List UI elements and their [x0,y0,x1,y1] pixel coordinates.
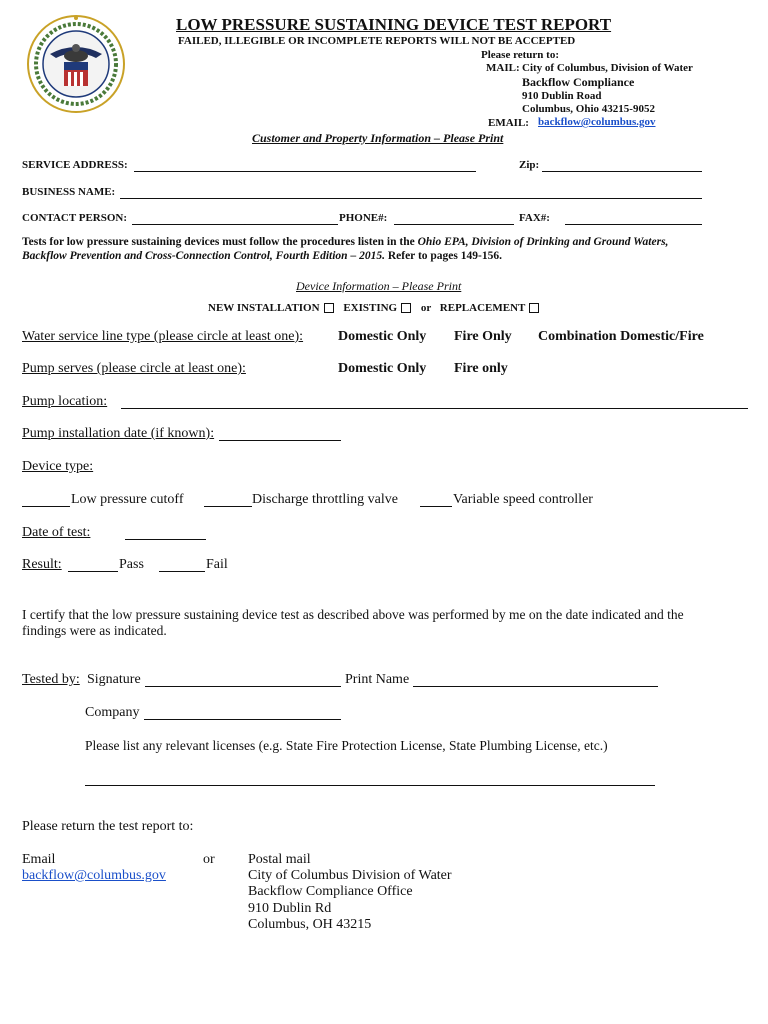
company-field[interactable] [144,719,341,720]
return-email-label: Email [22,852,56,867]
pump-location-field[interactable] [121,408,748,409]
low-pressure-cutoff-blank[interactable] [22,506,70,507]
date-of-test-label: Date of test: [22,525,91,540]
page-title: LOW PRESSURE SUSTAINING DEVICE TEST REPORT [176,15,612,34]
service-address-field[interactable] [134,171,476,172]
postal-line-4: Columbus, OH 43215 [248,917,372,932]
fail-label: Fail [206,557,228,572]
mail-line-1: City of Columbus, Division of Water [522,62,693,74]
certification-line-1: I certify that the low pressure sustaining device test as described above was performed by me on the date indicated and the [22,607,684,622]
city-seal-logo [26,12,126,116]
postal-line-2: Backflow Compliance Office [248,884,413,899]
discharge-throttling-blank[interactable] [204,506,252,507]
customer-section-title: Customer and Property Information – Please Print [252,131,504,145]
licenses-field[interactable] [85,785,655,786]
header-email-link[interactable]: backflow@columbus.gov [538,116,656,128]
zip-label: Zip: [519,159,540,171]
instructions-ref-2: Backflow Prevention and Cross-Connection Control, Fourth Edition – 2015. [22,250,385,262]
signature-label: Signature [87,672,141,687]
result-label: Result: [22,557,62,572]
certification-line-2: findings were as indicated. [22,623,167,638]
instructions-ref-1: Ohio EPA, Division of Drinking and Ground Waters, [417,236,669,248]
existing-checkbox[interactable] [401,303,411,313]
postal-label: Postal mail [248,852,311,867]
pump-serves-label: Pump serves (please circle at least one): [22,361,246,376]
print-name-field[interactable] [413,686,658,687]
return-email-link[interactable]: backflow@columbus.gov [22,868,166,883]
phone-field[interactable] [394,224,514,225]
water-option-combination[interactable]: Combination Domestic/Fire [538,329,704,344]
page-subtitle: FAILED, ILLEGIBLE OR INCOMPLETE REPORTS WILL NOT BE ACCEPTED [178,35,576,47]
instructions-pages: Refer to pages 149-156. [384,250,502,262]
fax-field[interactable] [565,224,702,225]
low-pressure-cutoff-label: Low pressure cutoff [71,492,184,507]
licenses-label: Please list any relevant licenses (e.g. State Fire Protection License, State Plumbing License, etc.) [85,738,608,753]
instructions-line-2 [22,250,502,262]
pump-install-date-label: Pump installation date (if known): [22,426,215,441]
mail-line-2: Backflow Compliance [522,75,635,89]
instructions-lead: Tests for low pressure sustaining devices must follow the procedures listen in the [22,236,418,248]
phone-label: PHONE#: [339,212,388,224]
or-label: or [420,302,432,314]
contact-person-field[interactable] [132,224,338,225]
pass-label: Pass [119,557,144,572]
company-label: Company [85,705,140,720]
postal-line-3: 910 Dublin Rd [248,901,332,916]
service-address-label: SERVICE ADDRESS: [22,159,128,171]
replacement-label: REPLACEMENT [439,302,526,314]
return-heading: Please return the test report to: [22,819,194,834]
pump-location-label: Pump location: [22,394,108,409]
pass-blank[interactable] [68,571,118,572]
water-option-domestic[interactable]: Domestic Only [338,329,427,344]
fail-blank[interactable] [159,571,205,572]
device-type-label: Device type: [22,459,94,474]
business-name-label: BUSINESS NAME: [22,186,116,198]
water-line-label: Water service line type (please circle at least one): [22,329,304,344]
mail-label: MAIL: [486,62,520,74]
mail-line-4: Columbus, Ohio 43215-9052 [522,103,655,115]
device-section-title: Device Information – Please Print [296,279,462,293]
return-or: or [203,852,215,867]
postal-line-1: City of Columbus Division of Water [248,868,452,883]
print-name-label: Print Name [345,672,410,687]
contact-person-label: CONTACT PERSON: [22,212,128,224]
date-of-test-field[interactable] [125,539,206,540]
pump-option-domestic[interactable]: Domestic Only [338,361,427,376]
mail-line-3: 910 Dublin Road [522,90,602,102]
pump-install-date-field[interactable] [219,440,341,441]
fax-label: FAX#: [519,212,550,224]
water-option-fire[interactable]: Fire Only [454,329,512,344]
email-label: EMAIL: [488,117,529,129]
signature-field[interactable] [145,686,341,687]
new-installation-checkbox[interactable] [324,303,334,313]
instructions-line-1 [22,236,668,248]
return-prompt: Please return to: [481,49,559,61]
variable-speed-label: Variable speed controller [453,492,593,507]
variable-speed-blank[interactable] [420,506,452,507]
new-installation-label: NEW INSTALLATION [208,302,320,314]
zip-field[interactable] [542,171,702,172]
discharge-throttling-label: Discharge throttling valve [252,492,398,507]
installation-options [208,302,542,314]
existing-label: EXISTING [343,302,398,314]
pump-option-fire[interactable]: Fire only [454,361,508,376]
replacement-checkbox[interactable] [529,303,539,313]
tested-by-label: Tested by: [22,672,80,687]
business-name-field[interactable] [120,198,702,199]
